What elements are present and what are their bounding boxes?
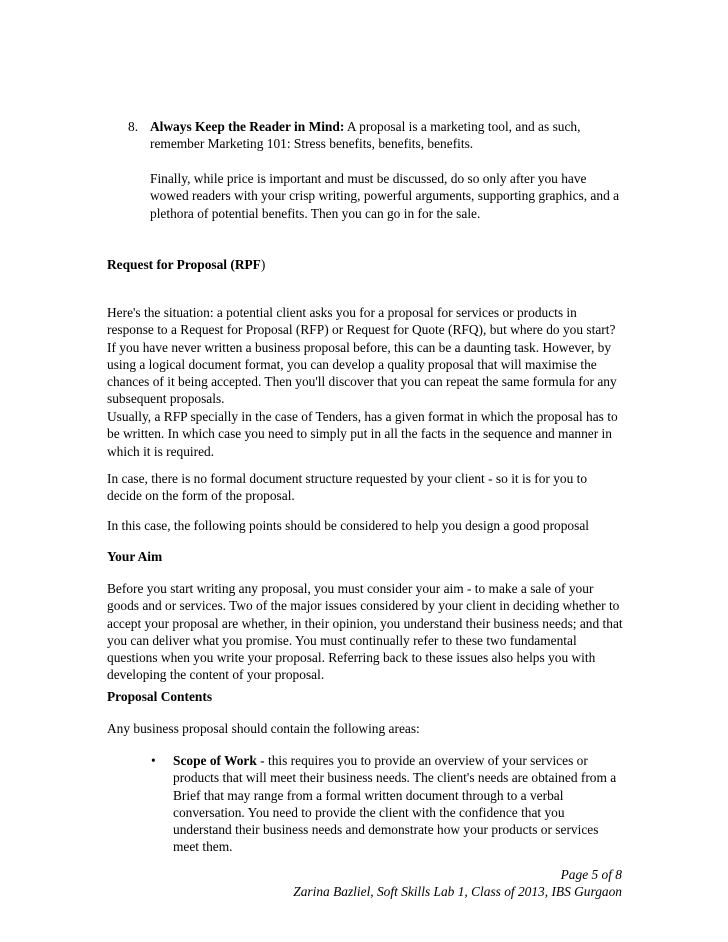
rfp-paragraph-2: Usually, a RFP specially in the case of Tenders, has a given format in which the proposal has to be written. In which case you need to simply put in all the facts in the sequence and manner in which it is required. bbox=[107, 409, 618, 459]
rfp-heading-tail: ) bbox=[260, 257, 266, 272]
list-item-lead: Always Keep the Reader in Mind: bbox=[150, 119, 345, 134]
contents-heading: Proposal Contents bbox=[107, 689, 213, 704]
list-item-reader-in-mind bbox=[150, 118, 624, 153]
list-item-text: A proposal is a marketing tool, and as such, remember Marketing 101: Stress benefits, benefits, benefits. bbox=[150, 119, 581, 152]
page-number: Page 5 of 8 bbox=[560, 867, 622, 882]
footer-credit: Zarina Bazliel, Soft Skills Lab 1, Class of 2013, IBS Gurgaon bbox=[293, 884, 622, 899]
list-number: 8. bbox=[128, 119, 139, 134]
rfp-paragraph-3: In case, there is no formal document structure requested by your client - so it is for you to decide on the form of the proposal. bbox=[107, 471, 588, 504]
aim-heading: Your Aim bbox=[107, 549, 163, 564]
aim-paragraph: Before you start writing any proposal, you must consider your aim - to make a sale of your goods and or services. Two of the major issues considered by your client in deciding whether to accept your proposal are whether, in their opinion, you understand their business needs; and that you can deliver what you promise. You must continually refer to these two fundamental questions when you write your proposal. Referring back to these issues also helps you with developing the content of your proposal. bbox=[107, 581, 623, 683]
scope-of-work-lead: Scope of Work bbox=[173, 753, 257, 768]
rfp-heading-bold: Request for Proposal (RPF bbox=[107, 257, 261, 272]
rfp-paragraph-4: In this case, the following points should be considered to help you design a good proposal bbox=[107, 518, 589, 533]
rfp-paragraph-1: Here's the situation: a potential client asks you for a proposal for services or products in response to a Request for Proposal (RFP) or Request for Quote (RFQ), but where do you start? If you have never written a business proposal before, this can be a daunting task. However, by using a logical document format, you can develop a quality proposal that will maximise the chances of it being accepted. Then you'll discover that you can repeat the same formula for any subsequent proposals. bbox=[107, 305, 617, 407]
list-item-followup: Finally, while price is important and must be discussed, do so only after you have wowed readers with your crisp writing, powerful arguments, supporting graphics, and a plethora of potential benefits. Then you can go in for the sale. bbox=[150, 171, 620, 221]
contents-intro: Any business proposal should contain the following areas: bbox=[107, 721, 420, 736]
rfp-heading bbox=[107, 256, 623, 273]
scope-of-work-text: - this requires you to provide an overview of your services or products that will meet their business needs. The client's needs are obtained from a Brief that may range from a formal written document through to a verbal conversation. You need to provide the client with the confidence that you understand their business needs and demonstrate how your products or services meet them. bbox=[173, 753, 617, 855]
bullet-icon: • bbox=[151, 753, 156, 768]
scope-of-work-item bbox=[173, 752, 623, 856]
